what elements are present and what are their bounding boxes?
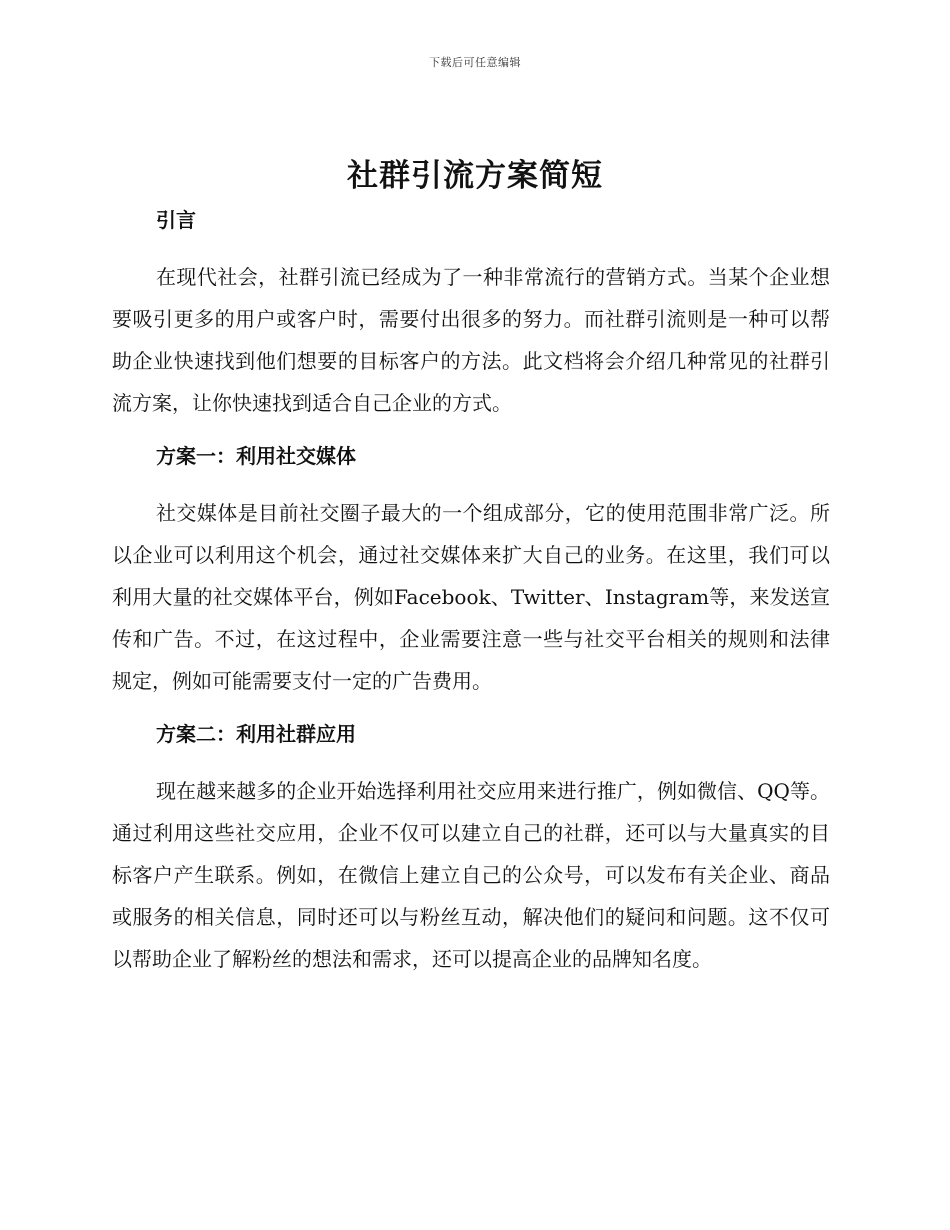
section-heading-intro: 引言 (156, 208, 196, 232)
document-title: 社群引流方案简短 (347, 158, 603, 194)
paragraph-plan-1: 社交媒体是目前社交圈子最大的一个组成部分，它的使用范围非常广泛。所以企业可以利用这个机会，通过社交媒体来扩大自己的业务。在这里，我们可以利用大量的社交媒体平台，例如Facebook、Twitter、Instagram等，来发送宣传和广告。不过，在这过程中，企业需要注意一些与社交平台相关的规则和法律规定，例如可能需要支付一定的广告费用。 (112, 501, 830, 693)
section-heading-plan-1: 方案一：利用社交媒体 (156, 444, 356, 468)
section-heading-plan-2: 方案二：利用社群应用 (156, 722, 356, 746)
header-note: 下载后可任意编辑 (429, 56, 521, 69)
paragraph-intro: 在现代社会，社群引流已经成为了一种非常流行的营销方式。当某个企业想要吸引更多的用户或客户时，需要付出很多的努力。而社群引流则是一种可以帮助企业快速找到他们想要的目标客户的方法。此文档将会介绍几种常见的社群引流方案，让你快速找到适合自己企业的方式。 (112, 265, 830, 415)
document-body (112, 200, 830, 992)
paragraph-plan-2: 现在越来越多的企业开始选择利用社交应用来进行推广，例如微信、QQ等。通过利用这些社交应用，企业不仅可以建立自己的社群，还可以与大量真实的目标客户产生联系。例如，在微信上建立自己的公众号，可以发布有关企业、商品或服务的相关信息，同时还可以与粉丝互动，解决他们的疑问和问题。这不仅可以帮助企业了解粉丝的想法和需求，还可以提高企业的品牌知名度。 (112, 779, 830, 971)
